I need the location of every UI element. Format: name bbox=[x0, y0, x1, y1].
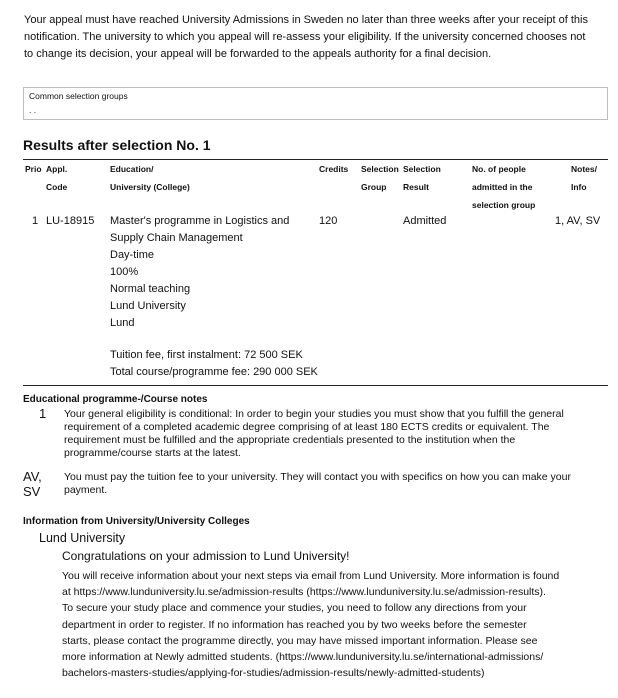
row-notes: 1, AV, SV bbox=[555, 215, 601, 227]
header-selection-group-line2: Group bbox=[361, 182, 387, 192]
university-info-text bbox=[62, 568, 617, 681]
common-selection-groups-label: Common selection groups bbox=[29, 91, 128, 101]
row-credits: 120 bbox=[319, 215, 338, 227]
tuition-first-instalment: Tuition fee, first instalment: 72 500 SEK bbox=[110, 349, 303, 361]
header-education-line1: Education/ bbox=[110, 164, 154, 174]
header-education bbox=[110, 160, 190, 196]
header-credits: Credits bbox=[319, 164, 349, 174]
info-line: bachelors-masters-studies/applying-for-studies/admission-results/newly-admitted-students) bbox=[62, 667, 485, 680]
header-prio: Prio bbox=[25, 164, 42, 174]
row-programme bbox=[110, 213, 318, 381]
appeal-info-text: Your appeal must have reached University Admissions in Sweden no later than three weeks after your receipt of this notification. The university to which you appeal will re-assess your eligibility. If the university concerned chooses not to change its decision, your appeal will be forwarded to the appeals authority for a final decision. bbox=[24, 14, 588, 60]
header-selection-result-line2: Result bbox=[403, 182, 429, 192]
course-notes-title: Educational programme-/Course notes bbox=[23, 394, 208, 405]
university-name: Lund University bbox=[39, 531, 126, 545]
common-selection-groups-value: . . bbox=[29, 105, 37, 115]
programme-study-pace: 100% bbox=[110, 266, 139, 278]
common-selection-groups-box bbox=[23, 87, 608, 120]
note-2-text: You must pay the tuition fee to your university. They will contact you with specifics on how you can make your payment. bbox=[64, 471, 571, 496]
header-admitted-count-line2: admitted in the bbox=[472, 182, 533, 192]
note-1-marker: 1 bbox=[39, 406, 47, 421]
note-2-marker bbox=[23, 470, 42, 499]
header-admitted-count-line1: No. of people bbox=[472, 164, 526, 174]
info-line: department in order to register. If no information has reached you by two weeks before the semester bbox=[62, 618, 527, 631]
tuition-total-fee: Total course/programme fee: 290 000 SEK bbox=[110, 366, 318, 378]
programme-spacer bbox=[110, 332, 318, 347]
note-1-text: Your general eligibility is conditional: In order to begin your studies you must show that you fulfill the general requirement of a completed academic degree comprising of at least 180 ECTS credits or equivalent. The requirement must be fulfilled and the appropriate credentials presented to the institution when the programme/course starts at the latest. bbox=[64, 408, 564, 459]
congratulations-heading: Congratulations on your admission to Lund University! bbox=[62, 549, 350, 563]
results-title: Results after selection No. 1 bbox=[23, 137, 211, 153]
header-notes-line1: Notes/ bbox=[571, 164, 597, 174]
header-notes bbox=[571, 160, 597, 196]
header-education-line2: University (College) bbox=[110, 182, 190, 192]
info-line: at https://www.lunduniversity.lu.se/admission-results (https://www.lunduniversity.lu.se/admission-results). bbox=[62, 586, 546, 599]
note-2-marker-line1: AV, bbox=[23, 469, 42, 484]
header-selection-result-line1: Selection bbox=[403, 164, 441, 174]
info-line: starts, please contact the programme directly, you may have missed important information. Please see bbox=[62, 634, 538, 647]
header-selection-group-line1: Selection bbox=[361, 164, 399, 174]
info-line: You will receive information about your next steps via email from Lund University. More information is found bbox=[62, 570, 560, 582]
table-bottom-rule bbox=[23, 385, 608, 386]
programme-name-line2: Supply Chain Management bbox=[110, 232, 243, 244]
note-2-marker-line2: SV bbox=[23, 484, 41, 499]
info-line: To secure your study place and commence your studies, you need to follow any directions from your bbox=[62, 602, 527, 615]
programme-name-line1: Master's programme in Logistics and bbox=[110, 215, 290, 227]
header-selection-result bbox=[403, 160, 441, 196]
programme-study-time: Day-time bbox=[110, 249, 155, 261]
header-notes-line2: Info bbox=[571, 182, 587, 192]
row-prio: 1 bbox=[32, 215, 39, 227]
programme-university: Lund University bbox=[110, 300, 186, 312]
university-info-title: Information from University/University Colleges bbox=[23, 516, 250, 527]
header-selection-group bbox=[361, 160, 399, 196]
row-appl-code: LU-18915 bbox=[46, 215, 95, 227]
header-admitted-count bbox=[472, 160, 535, 214]
header-appl-code-line2: Code bbox=[46, 182, 68, 192]
programme-location: Lund bbox=[110, 317, 135, 329]
info-line: more information at Newly admitted students. (https://www.lunduniversity.lu.se/international-admissions/ bbox=[62, 651, 544, 664]
programme-teaching-form: Normal teaching bbox=[110, 283, 191, 295]
header-appl-code-line1: Appl. bbox=[46, 164, 68, 174]
header-appl-code bbox=[46, 160, 67, 196]
header-admitted-count-line3: selection group bbox=[472, 200, 536, 210]
row-selection-result: Admitted bbox=[403, 215, 447, 227]
